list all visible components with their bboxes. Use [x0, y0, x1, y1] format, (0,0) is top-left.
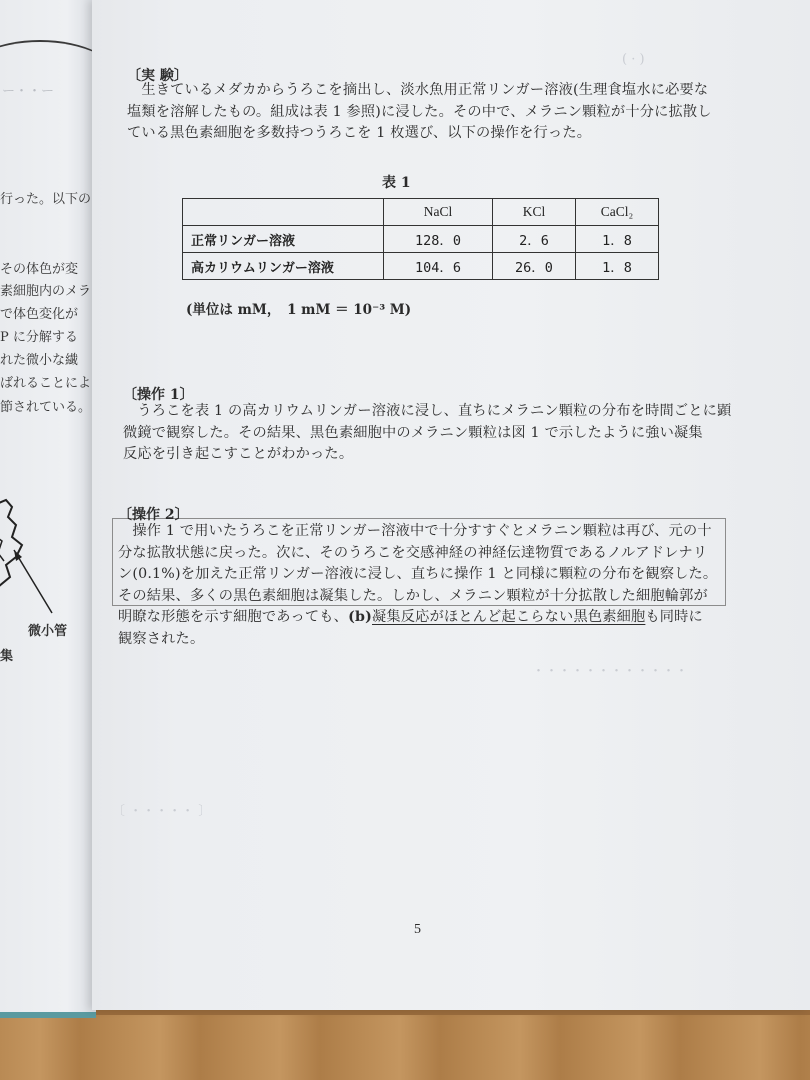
text-line: 観察された。: [118, 630, 205, 647]
text-line: その結果、多くの黒色素細胞は凝集した。しかし、メラニン顆粒が十分拡散した細胞輪郭が: [118, 587, 708, 604]
table-row: [183, 253, 659, 280]
row-label: 正常リンガー溶液: [183, 226, 384, 253]
operation1-paragraph: [123, 401, 731, 466]
table-cell: 1．8: [576, 226, 659, 253]
table-header-cell: [183, 199, 384, 226]
left-text-line: 素細胞内のメラ: [0, 284, 92, 299]
left-bottom-label: 集: [0, 649, 14, 664]
text-line: ている黒色素細胞を多数持つうろこを 1 枚選び、以下の操作を行った。: [127, 125, 592, 141]
ringer-composition-table: [182, 198, 659, 280]
table-cell: 128．0: [384, 226, 493, 253]
table-header-cell: KCl: [493, 199, 576, 226]
operation1-heading: 〔操作 1〕: [123, 387, 194, 403]
left-text-line: 行った。以下の: [0, 192, 92, 207]
text-line: 反応を引き起こすことがわかった。: [123, 446, 354, 462]
show-through-text: ( · ): [622, 52, 645, 67]
left-text-line: れた微小な繊: [0, 353, 79, 368]
text-line: 分な拡散状態に戻った。次に、そのうろこを交感神経の神経伝達物質であるノルアドレナリ: [118, 544, 708, 561]
text-line: [118, 607, 717, 629]
table-cell: 26．0: [493, 253, 576, 280]
cell-diagram-fragment: [0, 495, 64, 615]
table-cell: 2．6: [493, 226, 576, 253]
experiment-heading: 〔実 験〕: [127, 68, 188, 84]
left-text-line: ばれることによ: [0, 376, 92, 391]
left-text-line: で体色変化が: [0, 307, 79, 322]
main-page: [92, 0, 810, 1010]
text-line: 微鏡で観察した。その結果、黒色素細胞中のメラニン顆粒は図 1 で示したように強い凝集: [123, 424, 703, 441]
show-through-text: 〔 ・・・・・ 〕: [112, 804, 212, 819]
row-label: 高カリウムリンガー溶液: [183, 253, 384, 280]
faint-text: ー・・ー: [2, 84, 55, 99]
text-line: ン(0.1%)を加えた正常リンガー溶液に浸し、直ちに操作 1 と同様に顆粒の分布を観察した。: [118, 566, 718, 582]
show-through-text: ・・・・・・・・・・・・: [532, 664, 689, 679]
experiment-paragraph: [127, 80, 712, 145]
operation2-heading: 〔操作 2〕: [118, 507, 189, 523]
text-line: 生きているメダカからうろこを摘出し、淡水魚用正常リンガー溶液(生理食塩水に必要な: [127, 82, 709, 98]
table-caption: 表 1: [382, 175, 411, 191]
text-line: うろこを表 1 の高カリウムリンガー溶液に浸し、直ちにメラニン顆粒の分布を時間ごとに顕: [123, 403, 732, 419]
table-header-cell: CaCl₂: [576, 199, 659, 226]
text-span: も同時に: [645, 609, 703, 625]
left-text-line: P に分解する: [0, 330, 78, 345]
table-header-row: [183, 199, 659, 226]
text-line: 操作 1 で用いたうろこを正常リンガー溶液中で十分すすぐとメラニン顆粒は再び、元の十: [118, 523, 712, 539]
operation2-paragraph: [118, 521, 717, 650]
table-cell: 1．8: [576, 253, 659, 280]
underlined-phrase: 凝集反応がほとんど起こらない黒色素細胞: [372, 609, 646, 625]
table-cell: 104．6: [384, 253, 493, 280]
wooden-table: [0, 1015, 810, 1080]
page-number: 5: [414, 922, 421, 937]
table-unit-note: (単位は mM， 1 mM ＝ 10⁻³ M): [186, 302, 412, 318]
left-text-line: その体色が変: [0, 262, 79, 277]
table-header-cell: NaCl: [384, 199, 493, 226]
left-text-line: 節されている。: [0, 400, 92, 415]
marker-b: (b): [348, 609, 373, 625]
text-line: 塩類を溶解したもの。組成は表 1 参照)に浸した。その中で、メラニン顆粒が十分に拡散し: [127, 103, 712, 120]
left-facing-page: [0, 0, 96, 1018]
text-span: 明瞭な形態を示す細胞であっても、: [118, 609, 349, 625]
table-row: [183, 226, 659, 253]
diagram-label-microtubule: 微小管: [28, 624, 68, 639]
